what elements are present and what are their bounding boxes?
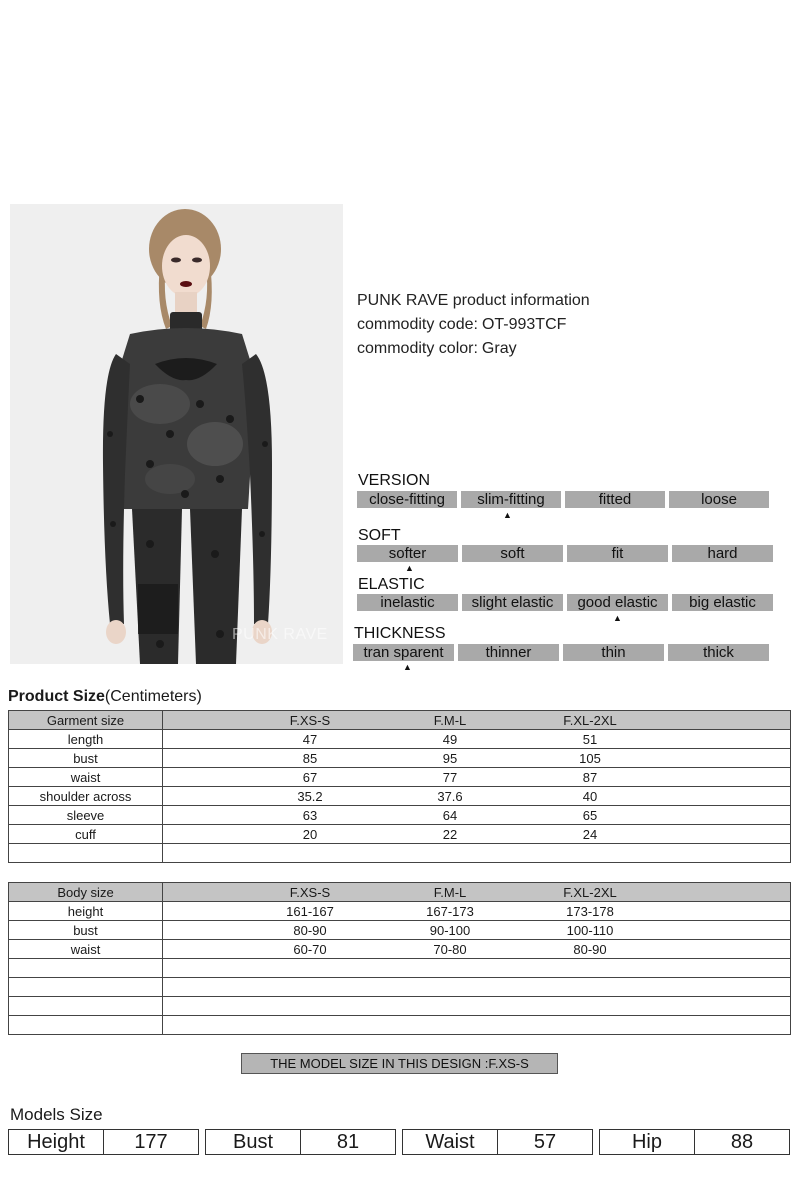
table-values	[163, 1016, 791, 1035]
scale-elastic-title: ELASTIC	[358, 576, 425, 593]
table-cell: 95	[442, 751, 458, 766]
scale-soft-title: SOFT	[358, 527, 401, 544]
scale-soft-bar	[357, 545, 773, 562]
garment-size-table	[8, 710, 791, 863]
product-size-unit: (Centimeters)	[104, 688, 202, 705]
table-cell: cuff	[9, 825, 163, 844]
scale-option: thin	[563, 644, 664, 661]
table-header-cell: F.M-L	[433, 885, 467, 900]
product-photo	[10, 204, 343, 664]
body-size-table	[8, 882, 791, 1035]
table-cell: 67	[302, 770, 318, 785]
model-size-banner: THE MODEL SIZE IN THIS DESIGN :F.XS-S	[241, 1053, 558, 1074]
models-size-row	[8, 1129, 790, 1155]
table-cell	[9, 844, 163, 863]
table-cell: 105	[579, 751, 601, 766]
product-size-title	[8, 688, 202, 706]
commodity-code	[357, 316, 566, 334]
table-row	[9, 844, 791, 863]
commodity-color-label: commodity color:	[357, 340, 478, 357]
table-values	[163, 902, 791, 921]
table-row	[9, 902, 791, 921]
scale-option: fitted	[565, 491, 665, 508]
scale-thickness-title: THICKNESS	[354, 625, 446, 642]
table-cell: 85	[302, 751, 318, 766]
model-measure-value: 88	[695, 1129, 790, 1155]
table-row	[9, 997, 791, 1016]
scale-option: big elastic	[672, 594, 773, 611]
table-cell: sleeve	[9, 806, 163, 825]
table-cell: height	[9, 902, 163, 921]
table-values	[163, 730, 791, 749]
table-header-cell: Body size	[9, 883, 163, 902]
table-row	[9, 749, 791, 768]
table-cell: 87	[582, 770, 598, 785]
table-cell: length	[9, 730, 163, 749]
table-cell: 77	[442, 770, 458, 785]
table-row	[9, 825, 791, 844]
models-size-title: Models Size	[10, 1105, 103, 1124]
table-cell: 49	[442, 732, 458, 747]
table-values	[163, 921, 791, 940]
model-measure-label: Waist	[402, 1129, 498, 1155]
table-cell: 47	[302, 732, 318, 747]
table-cell	[9, 978, 163, 997]
scale-option: slim-fitting	[461, 491, 561, 508]
table-header-cell: F.XS-S	[289, 885, 331, 900]
product-size-heading: Product Size	[8, 688, 105, 705]
table-values	[163, 940, 791, 959]
scale-elastic-bar	[357, 594, 773, 611]
table-row	[9, 959, 791, 978]
scale-version-marker-icon: ▲	[503, 510, 512, 520]
table-cell: 161-167	[286, 904, 334, 919]
model-measure-bust	[205, 1129, 396, 1155]
scale-version-title: VERSION	[358, 472, 431, 489]
table-cell: 80-90	[293, 923, 327, 938]
table-cell: 65	[582, 808, 598, 823]
table-row	[9, 730, 791, 749]
table-cell: 24	[582, 827, 598, 842]
scale-version-bar	[357, 491, 769, 508]
table-cell: waist	[9, 768, 163, 787]
table-row	[9, 768, 791, 787]
scale-option: close-fitting	[357, 491, 457, 508]
table-cell	[9, 997, 163, 1016]
scale-option: soft	[462, 545, 563, 562]
table-header-cell: F.XL-2XL	[563, 885, 617, 900]
table-values	[163, 997, 791, 1016]
table-values	[163, 749, 791, 768]
model-measure-waist	[402, 1129, 593, 1155]
commodity-code-label: commodity code:	[357, 316, 478, 333]
scale-option: thick	[668, 644, 769, 661]
scale-elastic-marker-icon: ▲	[613, 613, 622, 623]
model-measure-value: 81	[301, 1129, 396, 1155]
table-header-row	[9, 711, 791, 730]
table-cell	[9, 1016, 163, 1035]
scale-option: thinner	[458, 644, 559, 661]
model-measure-label: Height	[8, 1129, 104, 1155]
table-header-cell: F.XS-S	[289, 713, 331, 728]
model-measure-label: Bust	[205, 1129, 301, 1155]
model-measure-hip	[599, 1129, 790, 1155]
table-header-cell: Garment size	[9, 711, 163, 730]
scale-option: good elastic	[567, 594, 668, 611]
table-header-values	[163, 883, 791, 902]
table-row	[9, 1016, 791, 1035]
scale-option: fit	[567, 545, 668, 562]
table-cell: 22	[442, 827, 458, 842]
commodity-code-value: OT-993TCF	[481, 316, 567, 333]
photo-watermark: PUNK RAVE	[232, 626, 328, 643]
table-cell: 90-100	[429, 923, 471, 938]
model-measure-label: Hip	[599, 1129, 695, 1155]
table-row	[9, 978, 791, 997]
table-values	[163, 844, 791, 863]
product-info-title: PUNK RAVE product information	[357, 292, 590, 309]
scale-option: slight elastic	[462, 594, 563, 611]
table-cell: bust	[9, 749, 163, 768]
table-cell: 37.6	[437, 789, 463, 804]
table-row	[9, 806, 791, 825]
table-row	[9, 940, 791, 959]
scale-thickness-marker-icon: ▲	[403, 662, 412, 672]
table-values	[163, 787, 791, 806]
table-cell: 100-110	[566, 923, 614, 938]
table-cell: bust	[9, 921, 163, 940]
table-cell: 70-80	[433, 942, 467, 957]
table-cell: 40	[582, 789, 598, 804]
table-cell	[9, 959, 163, 978]
scale-soft-marker-icon: ▲	[405, 563, 414, 573]
table-row	[9, 787, 791, 806]
table-row	[9, 921, 791, 940]
table-cell: 173-178	[566, 904, 614, 919]
model-illustration	[10, 204, 343, 664]
table-cell: 80-90	[573, 942, 607, 957]
commodity-color	[357, 340, 517, 358]
table-values	[163, 768, 791, 787]
scale-thickness-bar	[353, 644, 769, 661]
table-values	[163, 978, 791, 997]
scale-option: loose	[669, 491, 769, 508]
table-header-cell: F.M-L	[433, 713, 467, 728]
model-measure-value: 177	[104, 1129, 199, 1155]
table-cell: 60-70	[293, 942, 327, 957]
table-header-row	[9, 883, 791, 902]
model-measure-height	[8, 1129, 199, 1155]
table-cell: 35.2	[297, 789, 323, 804]
scale-option: softer	[357, 545, 458, 562]
table-values	[163, 825, 791, 844]
table-cell: 20	[302, 827, 318, 842]
table-values	[163, 959, 791, 978]
table-values	[163, 806, 791, 825]
scale-option: hard	[672, 545, 773, 562]
model-measure-value: 57	[498, 1129, 593, 1155]
table-cell: shoulder across	[9, 787, 163, 806]
table-cell: 51	[582, 732, 598, 747]
table-header-cell: F.XL-2XL	[563, 713, 617, 728]
table-cell: 63	[302, 808, 318, 823]
scale-option: inelastic	[357, 594, 458, 611]
table-cell: 167-173	[426, 904, 474, 919]
table-cell: waist	[9, 940, 163, 959]
scale-option: tran sparent	[353, 644, 454, 661]
commodity-color-value: Gray	[481, 340, 517, 357]
table-header-values	[163, 711, 791, 730]
table-cell: 64	[442, 808, 458, 823]
